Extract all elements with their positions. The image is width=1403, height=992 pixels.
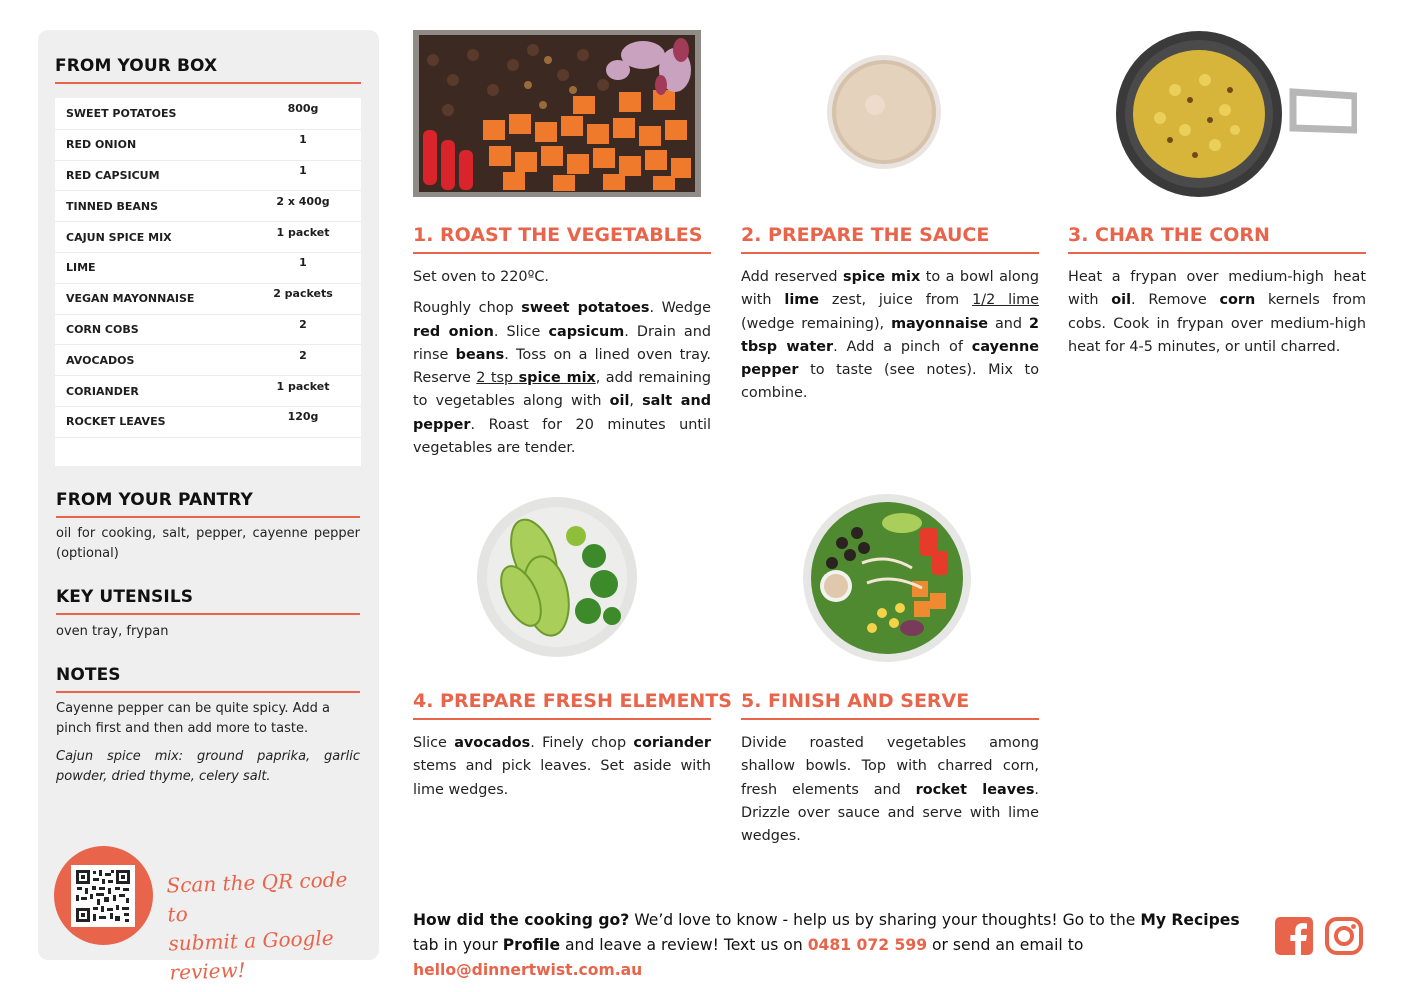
- step-4-title: 4. PREPARE FRESH ELEMENTS: [413, 690, 711, 720]
- ingredient-row: [55, 253, 361, 284]
- step-3-title: 3. CHAR THE CORN: [1068, 224, 1366, 254]
- ingredient-name: AVOCADOS: [66, 353, 135, 367]
- ingredient-qty: 2 packets: [273, 287, 333, 301]
- profile-label: Profile: [502, 936, 561, 954]
- footer-question: How did the cooking go?: [413, 911, 630, 929]
- ingredient-row: [55, 376, 361, 407]
- step-5-text: [741, 732, 1039, 856]
- ingredient-qty: 120g: [287, 410, 319, 424]
- step-1-method: Roughly chop sweet potatoes. Wedge red onion. Slice capsicum. Drain and rinse beans. Toss on a lined oven tray. Reserve 2 tsp spice mix, add remaining to vegetables along with oil, salt and pepper. Roast for 20 minutes until vegetables are tender.: [413, 300, 712, 457]
- roasted-vegetables-photo: [413, 30, 701, 197]
- step-5-method: Divide roasted vegetables among shallow bowls. Top with charred corn, fresh elements and rocket leaves. Drizzle over sauce and serve with lime wedges.: [741, 735, 1039, 845]
- step-2-text: [741, 266, 1039, 414]
- ingredient-row: [55, 161, 361, 192]
- sauce-bowl-photo: [825, 53, 943, 171]
- ingredient-name: TINNED BEANS: [66, 199, 159, 213]
- ingredient-qty: 2 x 400g: [276, 194, 330, 208]
- step-4-text: [413, 732, 711, 810]
- step-1-oven: Set oven to 220ºC.: [413, 269, 549, 285]
- ingredient-name: LIME: [66, 261, 96, 275]
- ingredient-name: CAJUN SPICE MIX: [66, 230, 172, 244]
- ingredient-row: [55, 222, 361, 253]
- ingredient-row: [55, 315, 361, 346]
- facebook-icon[interactable]: [1275, 917, 1313, 955]
- finished-bowl-photo: [802, 493, 972, 663]
- ingredient-row: [55, 284, 361, 315]
- from-your-box-heading: FROM YOUR BOX: [55, 56, 361, 84]
- ingredient-name: RED ONION: [66, 138, 137, 152]
- ingredient-name: SWEET POTATOES: [66, 107, 177, 121]
- email-link[interactable]: hello@dinnertwist.com.au: [413, 961, 643, 979]
- qr-prompt-line-2: submit a Google review!: [168, 925, 334, 985]
- ingredient-qty: 1 packet: [276, 379, 330, 393]
- ingredient-qty: 1: [299, 133, 307, 147]
- review-footer: How did the cooking go? We’d love to know - help us by sharing your thoughts! Go to the My Recipes tab in your Profile and leave a review! Text us on 0481 072 599 or send an email to hello@dinnertwist.com.au: [413, 911, 1240, 979]
- ingredient-qty: 2: [299, 317, 307, 331]
- notes-heading: NOTES: [56, 665, 360, 693]
- qr-code-icon[interactable]: [71, 865, 135, 927]
- ingredient-row: [55, 99, 361, 130]
- step-4-method: Slice avocados. Finely chop coriander stems and pick leaves. Set aside with lime wedges.: [413, 735, 711, 798]
- step-3-text: [1068, 266, 1366, 367]
- ingredient-qty: 1: [299, 163, 307, 177]
- note-cajun-spice: Cajun spice mix: ground paprika, garlic powder, dried thyme, celery salt.: [56, 749, 360, 784]
- ingredient-qty: 2: [299, 348, 307, 362]
- utensils-heading: KEY UTENSILS: [56, 587, 360, 615]
- qr-badge: [54, 846, 153, 945]
- ingredient-row: [55, 345, 361, 376]
- ingredient-name: VEGAN MAYONNAISE: [66, 292, 195, 306]
- pantry-heading: FROM YOUR PANTRY: [56, 490, 360, 518]
- note-cayenne: Cayenne pepper can be quite spicy. Add a pinch first and then add more to taste.: [56, 701, 330, 736]
- qr-prompt: [166, 865, 370, 988]
- ingredient-name: CORN COBS: [66, 322, 139, 336]
- ingredient-name: RED CAPSICUM: [66, 168, 160, 182]
- qr-prompt-line-1: Scan the QR code to: [166, 867, 348, 927]
- ingredient-name: ROCKET LEAVES: [66, 415, 166, 429]
- step-2-title: 2. PREPARE THE SAUCE: [741, 224, 1039, 254]
- frypan-corn-photo: [1115, 30, 1357, 198]
- ingredient-row: [55, 407, 361, 438]
- ingredient-qty: 800g: [287, 102, 319, 116]
- my-recipes-label: My Recipes: [1140, 911, 1240, 929]
- instagram-icon[interactable]: [1325, 917, 1363, 955]
- avocado-coriander-photo: [476, 496, 638, 658]
- sidebar: [38, 30, 379, 985]
- ingredients-table: [55, 98, 361, 466]
- ingredient-qty: 1 packet: [276, 225, 330, 239]
- step-5-title: 5. FINISH AND SERVE: [741, 690, 1039, 720]
- ingredient-row: [55, 191, 361, 222]
- pantry-text: oil for cooking, salt, pepper, cayenne pepper (optional): [56, 526, 360, 561]
- step-2-method: Add reserved spice mix to a bowl along with lime zest, juice from 1/2 lime (wedge remaining), mayonnaise and 2 tbsp water. Add a pinch of cayenne pepper to taste (see notes). Mix to combine.: [741, 269, 1039, 402]
- step-1-text: [413, 266, 711, 468]
- ingredient-name: CORIANDER: [66, 384, 139, 398]
- phone-link[interactable]: 0481 072 599: [807, 936, 928, 954]
- ingredient-qty: 1: [299, 256, 307, 270]
- step-1-title: 1. ROAST THE VEGETABLES: [413, 224, 711, 254]
- ingredient-row: [55, 130, 361, 161]
- step-3-method: Heat a frypan over medium-high heat with oil. Remove corn kernels from cobs. Cook in frypan over medium-high heat for 4-5 minutes, or until charred.: [1068, 269, 1366, 355]
- utensils-text: oven tray, frypan: [56, 624, 169, 639]
